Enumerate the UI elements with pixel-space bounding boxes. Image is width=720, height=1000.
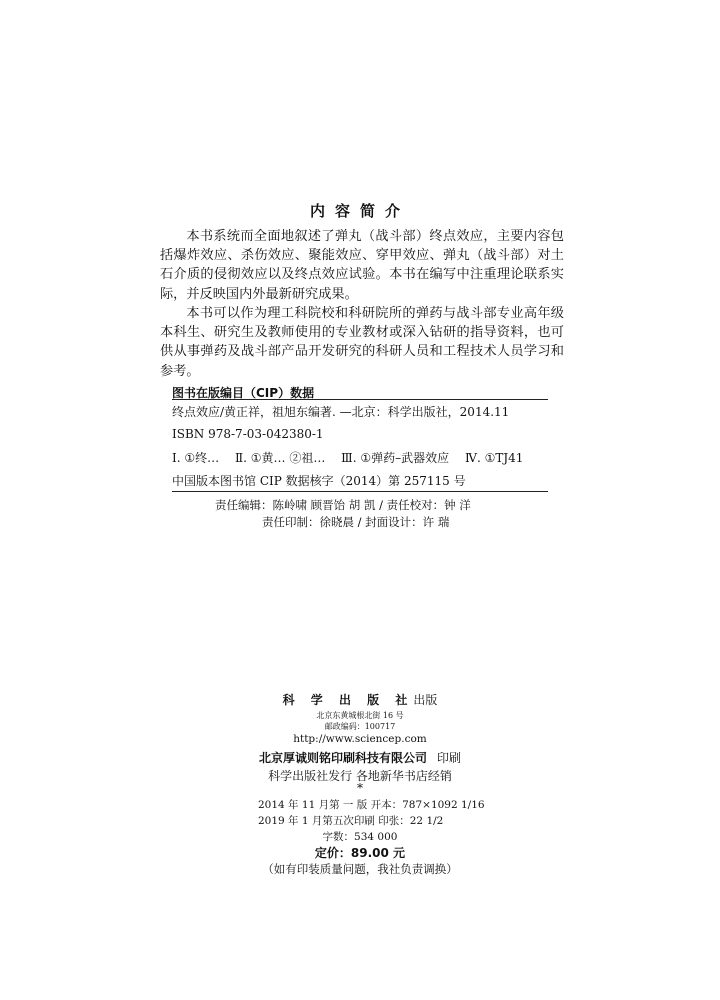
classification-item: Ⅱ. ①黄… ②祖…	[234, 451, 326, 465]
distribution-line: 科学出版社发行 各地新华书店经销	[268, 769, 452, 783]
publisher-suffix: 出版	[413, 693, 438, 707]
intro-paragraph-2: 本书可以作为理工科院校和科研院所的弹药与战斗部专业高年级本科生、研究生及教师使用的专业教材或深入钻研的指导资料，也可供从事弹药及战斗部产品开发研究的科研人员和工程技术人员学习和参考。	[160, 306, 564, 379]
cip-top-rule	[172, 399, 548, 400]
printer-name: 北京厚诚则铭印刷科技有限公司	[258, 751, 427, 765]
section-heading: 内容简介	[309, 202, 410, 220]
separator-star: *	[357, 781, 363, 795]
publisher-website: http://www.sciencep.com	[293, 733, 427, 745]
cip-classification	[172, 449, 535, 466]
printing-line: 2019 年 1 月第五次印刷 印张：22 1/2	[258, 815, 444, 827]
printer-suffix: 印刷	[437, 751, 462, 765]
publisher-zip: 邮政编码：100717	[324, 722, 396, 731]
quality-note: （如有印装质量问题，我社负责调换）	[262, 862, 458, 876]
printer-line	[0, 749, 720, 766]
cip-isbn: ISBN 978-7-03-042380-1	[172, 427, 324, 441]
cip-number: 中国版本图书馆 CIP 数据核字（2014）第 257115 号	[172, 474, 466, 488]
staff-editors: 责任编辑：陈岭啸 顾晋饴 胡 凯 / 责任校对：钟 洋	[215, 498, 471, 512]
publisher-address: 北京东黄城根北街 16 号	[316, 711, 404, 720]
word-count: 字数：534 000	[322, 831, 398, 843]
classification-item: Ⅰ. ①终…	[172, 451, 220, 465]
cip-title-line: 终点效应/黄正祥，祖旭东编著. —北京：科学出版社，2014.11	[172, 405, 510, 419]
intro-paragraph-1: 本书系统而全面地叙述了弹丸（战斗部）终点效应，主要内容包括爆炸效应、杀伤效应、聚能效应、穿甲效应、弹丸（战斗部）对土石介质的侵彻效应以及终点效应试验。本书在编写中注重理论联系实际，并反映国内外最新研究成果。	[160, 229, 564, 302]
edition-line: 2014 年 11 月第 一 版 开本：787×1092 1/16	[258, 799, 485, 811]
publisher-logo-text: 科 学 出 版 社	[282, 693, 414, 707]
staff-production: 责任印制：徐晓晨 / 封面设计：许 瑞	[262, 515, 450, 529]
classification-item: Ⅳ. ①TJ41	[464, 451, 524, 465]
cip-heading: 图书在版编目（CIP）数据	[172, 386, 315, 400]
cip-bottom-rule	[172, 491, 548, 492]
price: 定价：89.00 元	[314, 846, 406, 860]
classification-item: Ⅲ. ①弹药–武器效应	[341, 451, 450, 465]
publisher-name	[0, 691, 720, 708]
